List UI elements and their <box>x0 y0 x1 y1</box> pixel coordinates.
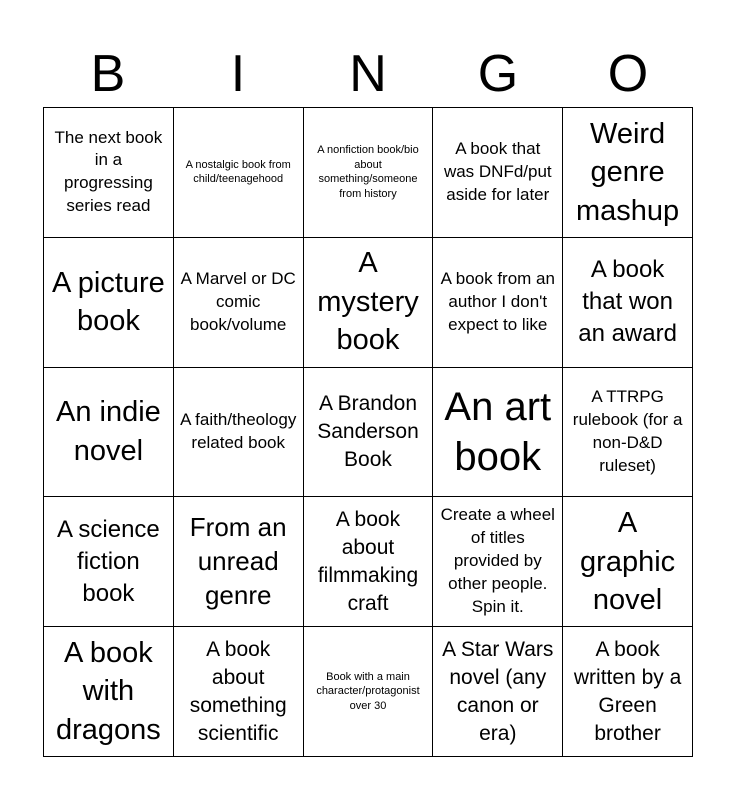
bingo-cell[interactable]: A Brandon Sanderson Book <box>304 368 434 498</box>
header-letter-g: G <box>477 45 519 103</box>
bingo-cell[interactable]: From an unread genre <box>174 497 304 627</box>
bingo-cell[interactable]: A Star Wars novel (any canon or era) <box>433 627 563 757</box>
bingo-board <box>43 107 693 757</box>
header-letter-i: I <box>230 45 246 103</box>
bingo-cell[interactable]: An indie novel <box>44 368 174 498</box>
bingo-cell[interactable]: A book from an author I don't expect to like <box>433 238 563 368</box>
bingo-cell[interactable]: A book about filmmaking craft <box>304 497 434 627</box>
bingo-cell[interactable]: An art book <box>433 368 563 498</box>
bingo-cell[interactable]: The next book in a progressing series read <box>44 108 174 238</box>
bingo-header <box>43 40 693 108</box>
bingo-cell[interactable]: Book with a main character/protagonist over 30 <box>304 627 434 757</box>
bingo-cell[interactable]: A book with dragons <box>44 627 174 757</box>
bingo-cell[interactable]: A faith/theology related book <box>174 368 304 498</box>
bingo-cell[interactable]: Create a wheel of titles provided by other people. Spin it. <box>433 497 563 627</box>
bingo-cell[interactable]: Weird genre mashup <box>563 108 693 238</box>
bingo-cell[interactable]: A book written by a Green brother <box>563 627 693 757</box>
bingo-cell[interactable]: A Marvel or DC comic book/volume <box>174 238 304 368</box>
bingo-cell[interactable]: A book that was DNFd/put aside for later <box>433 108 563 238</box>
bingo-cell[interactable]: A mystery book <box>304 238 434 368</box>
bingo-cell[interactable]: A nonfiction book/bio about something/someone from history <box>304 108 434 238</box>
bingo-cell[interactable]: A science fiction book <box>44 497 174 627</box>
header-letter-b: B <box>90 45 126 103</box>
bingo-cell[interactable]: A nostalgic book from child/teenagehood <box>174 108 304 238</box>
bingo-cell[interactable]: A TTRPG rulebook (for a non-D&D ruleset) <box>563 368 693 498</box>
bingo-cell[interactable]: A graphic novel <box>563 497 693 627</box>
bingo-cell[interactable]: A book about something scientific <box>174 627 304 757</box>
header-letter-o: O <box>607 45 649 103</box>
header-letter-n: N <box>349 45 387 103</box>
bingo-cell[interactable]: A book that won an award <box>563 238 693 368</box>
bingo-cell[interactable]: A picture book <box>44 238 174 368</box>
